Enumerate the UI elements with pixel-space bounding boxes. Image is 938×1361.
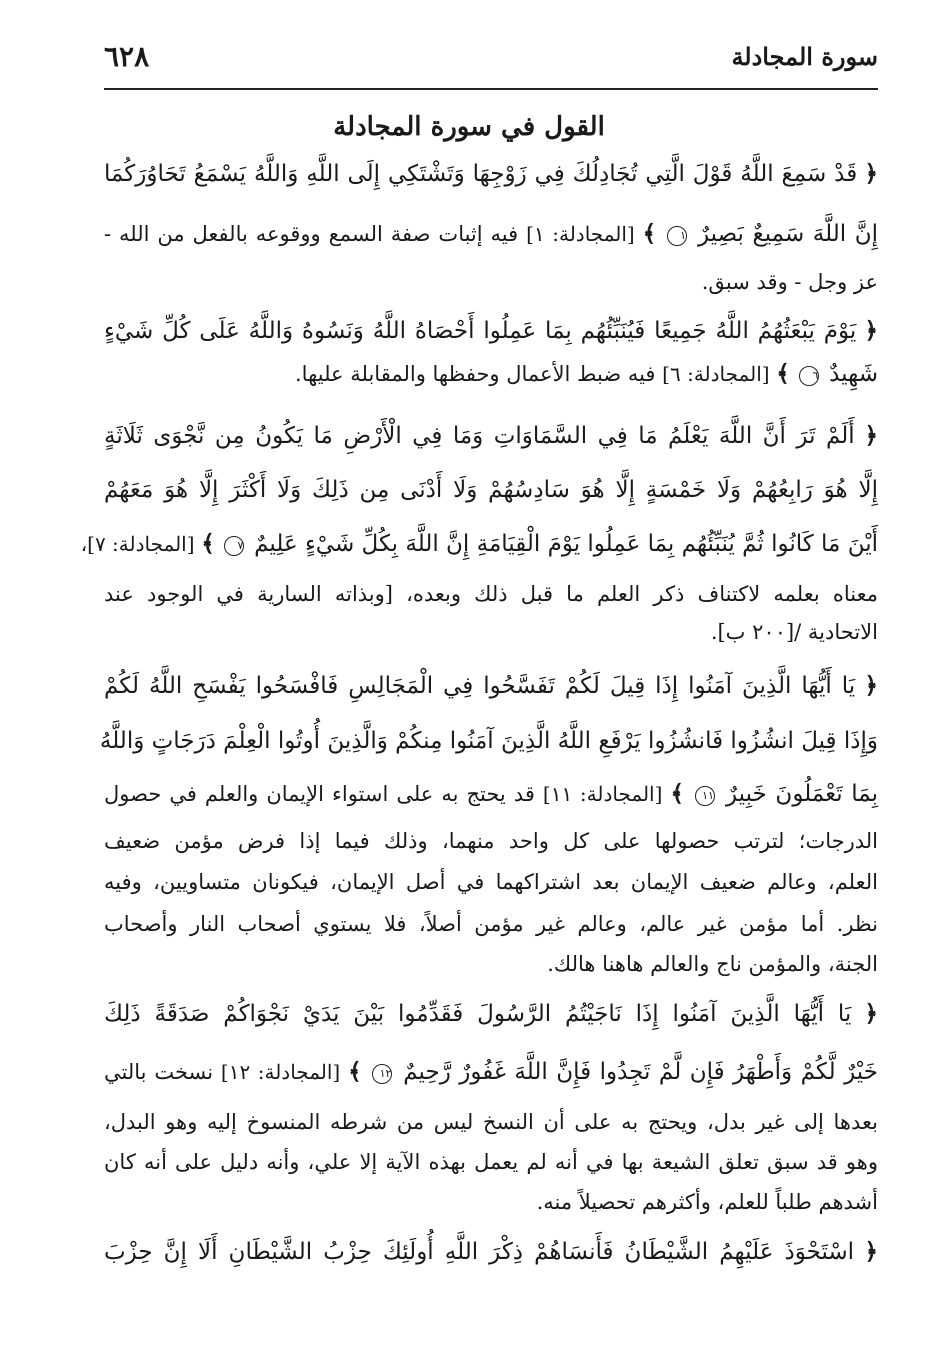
quran-verse: وَإِذَا قِيلَ انشُزُوا فَانشُزُوا يَرْفَعِ اللَّهُ الَّذِينَ آمَنُوا مِنكُمْ وَالَّذِينَ أُوتُوا الْعِلْمَ دَرَجَاتٍ وَاللَّهُ <box>99 728 878 754</box>
text-line-19 <box>104 1058 878 1085</box>
quran-verse: إِلَّا هُوَ رَابِعُهُمْ وَلَا خَمْسَةٍ إِلَّا هُوَ سَادِسُهُمْ وَلَا أَدْنَى مِن ذَلِكَ وَلَا أَكْثَرَ إِلَّا هُوَ مَعَهُمْ <box>104 477 878 503</box>
commentary-text: الجنة، والمؤمن ناج والعالم هاهنا هالك. <box>547 952 878 976</box>
commentary-text: الدرجات؛ لترتب حصولها على كل واحد منهما، وذلك فيما إذا فرض مؤمن ضعيف <box>104 829 878 853</box>
text-line-17 <box>104 952 878 976</box>
commentary-text: عز وجل - وقد سبق. <box>701 270 878 294</box>
text-line-5 <box>104 360 878 387</box>
verse-reference: [المجادلة: ٧]، <box>80 532 195 556</box>
text-line-8 <box>80 530 878 557</box>
commentary-text: أشدهم طلباً للعلم، وأكثرهم تحصيلاً منه. <box>536 1190 878 1214</box>
text-line-4 <box>104 317 878 344</box>
ayah-number-marker: ١ <box>667 226 687 246</box>
quran-verse: إِنَّ اللَّهَ سَمِيعٌ بَصِيرٌ <box>697 221 878 247</box>
page-header <box>104 30 878 90</box>
verse-close-bracket: ﴾ <box>348 1058 362 1085</box>
ayah-number-marker: ٧ <box>224 536 244 556</box>
quran-verse: يَوْمَ يَبْعَثُهُمُ اللَّهُ جَمِيعًا فَيُنَبِّئُهُم بِمَا عَمِلُوا أَحْصَاهُ اللَّهُ وَنَسُوهُ وَاللَّهُ عَلَى كُلِّ شَيْءٍ <box>104 318 857 344</box>
text-line-12 <box>99 728 878 754</box>
verse-open-bracket: ﴿ <box>864 160 878 187</box>
text-line-15 <box>104 870 878 894</box>
text-line-14 <box>104 829 878 853</box>
verse-reference: [المجادلة: ٦] <box>662 362 770 386</box>
verse-open-bracket: ﴿ <box>864 1000 878 1027</box>
text-line-7 <box>104 477 878 503</box>
running-title: سورة المجادلة <box>731 42 878 71</box>
page-number: ٦٢٨ <box>104 40 150 73</box>
verse-close-bracket: ﴾ <box>642 220 657 247</box>
commentary-text: فيه إثبات صفة السمع ووقوعه بالفعل من الله - <box>104 222 519 246</box>
verse-open-bracket: ﴿ <box>864 317 878 344</box>
quran-verse: أَلَمْ تَرَ أَنَّ اللَّهَ يَعْلَمُ مَا فِي السَّمَاوَاتِ وَمَا فِي الْأَرْضِ مَا يَكُونُ مِن نَّجْوَى ثَلَاثَةٍ <box>104 423 855 449</box>
text-line-9 <box>104 582 878 606</box>
quran-verse: اسْتَحْوَذَ عَلَيْهِمُ الشَّيْطَانُ فَأَنسَاهُمْ ذِكْرَ اللَّهِ أُولَئِكَ حِزْبُ الشَّيْطَانِ أَلَا إِنَّ حِزْبَ <box>104 1239 855 1265</box>
commentary-text: العلم، وعالم ضعيف الإيمان بعد اشتراكهما في أصل الإيمان، فيكونان متساويين، وفيه <box>104 870 878 894</box>
text-line-13 <box>104 780 878 807</box>
verse-close-bracket: ﴾ <box>670 780 684 807</box>
text-line-11 <box>104 672 878 699</box>
quran-verse: يَا أَيُّهَا الَّذِينَ آمَنُوا إِذَا نَاجَيْتُمُ الرَّسُولَ فَقَدِّمُوا بَيْنَ يَدَيْ نَجْوَاكُمْ صَدَقَةً ذَلِكَ <box>104 1001 852 1027</box>
text-line-2 <box>104 220 878 247</box>
verse-open-bracket: ﴿ <box>864 672 878 699</box>
ayah-number-marker: ٦ <box>799 366 819 386</box>
commentary-text: نظر. أما مؤمن غير عالم، وعالم غير مؤمن أصلاً، فلا يستوي أصحاب النار وأصحاب <box>104 912 878 936</box>
commentary-text: قد يحتج به على استواء الإيمان والعلم في حصول <box>104 782 535 806</box>
verse-reference: [المجادلة: ١١] <box>542 782 663 806</box>
section-title: القول في سورة المجادلة <box>333 112 605 142</box>
verse-close-bracket: ﴾ <box>776 360 790 387</box>
verse-reference: [المجادلة: ١٢] <box>220 1060 341 1084</box>
verse-open-bracket: ﴿ <box>864 422 878 449</box>
text-line-16 <box>104 912 878 936</box>
quran-verse: أَيْنَ مَا كَانُوا ثُمَّ يُنَبِّئُهُم بِمَا عَمِلُوا يَوْمَ الْقِيَامَةِ إِنَّ اللَّهَ بِكُلِّ شَيْءٍ عَلِيمٌ <box>254 531 878 557</box>
text-line-20 <box>104 1110 878 1134</box>
quran-verse: قَدْ سَمِعَ اللَّهُ قَوْلَ الَّتِي تُجَادِلُكَ فِي زَوْجِهَا وَتَشْتَكِي إِلَى اللَّهِ وَاللَّهُ يَسْمَعُ تَحَاوُرَكُمَا <box>104 161 858 187</box>
commentary-text: الاتحادية /[٢٠٠ ب]. <box>710 620 878 644</box>
text-line-1 <box>104 160 878 187</box>
verse-open-bracket: ﴿ <box>864 1238 878 1265</box>
quran-verse: شَهِيدٌ <box>829 361 878 387</box>
quran-verse: خَيْرٌ لَّكُمْ وَأَطْهَرُ فَإِن لَّمْ تَجِدُوا فَإِنَّ اللَّهَ غَفُورٌ رَّحِيمٌ <box>403 1059 878 1085</box>
commentary-text: وهو قد سبق تعلق الشيعة بها في أنه لم يعمل بهذه الآية إلا علي، وأنه دليل على أنه كان <box>104 1150 878 1174</box>
commentary-text: بعدها إلى غير بدل، ويحتج به على أن النسخ ليس من شرطه المنسوخ إليه وهو البدل، <box>104 1110 878 1134</box>
verse-reference: [المجادلة: ١] <box>526 222 635 246</box>
verse-close-bracket: ﴾ <box>201 530 215 557</box>
commentary-text: معناه بعلمه لاكتناف ذكر العلم ما قبل ذلك وبعده، [وبذاته السارية في الوجود عند <box>104 582 878 606</box>
commentary-text: فيه ضبط الأعمال وحفظها والمقابلة عليها. <box>295 362 656 386</box>
text-line-18 <box>104 1000 878 1027</box>
text-line-6 <box>104 422 878 449</box>
text-line-23 <box>104 1238 878 1265</box>
text-line-10 <box>104 620 878 644</box>
ayah-number-marker: ١١ <box>695 786 715 806</box>
quran-verse: بِمَا تَعْمَلُونَ خَبِيرٌ <box>725 781 878 807</box>
text-line-3 <box>104 270 878 294</box>
ayah-number-marker: ١٢ <box>372 1064 392 1084</box>
text-line-22 <box>104 1190 878 1214</box>
quran-verse: يَا أَيُّهَا الَّذِينَ آمَنُوا إِذَا قِيلَ لَكُمْ تَفَسَّحُوا فِي الْمَجَالِسِ فَافْسَحُوا يَفْسَحِ اللَّهُ لَكُمْ <box>104 673 856 699</box>
text-line-21 <box>104 1150 878 1174</box>
commentary-text: نسخت بالتي <box>104 1060 214 1084</box>
